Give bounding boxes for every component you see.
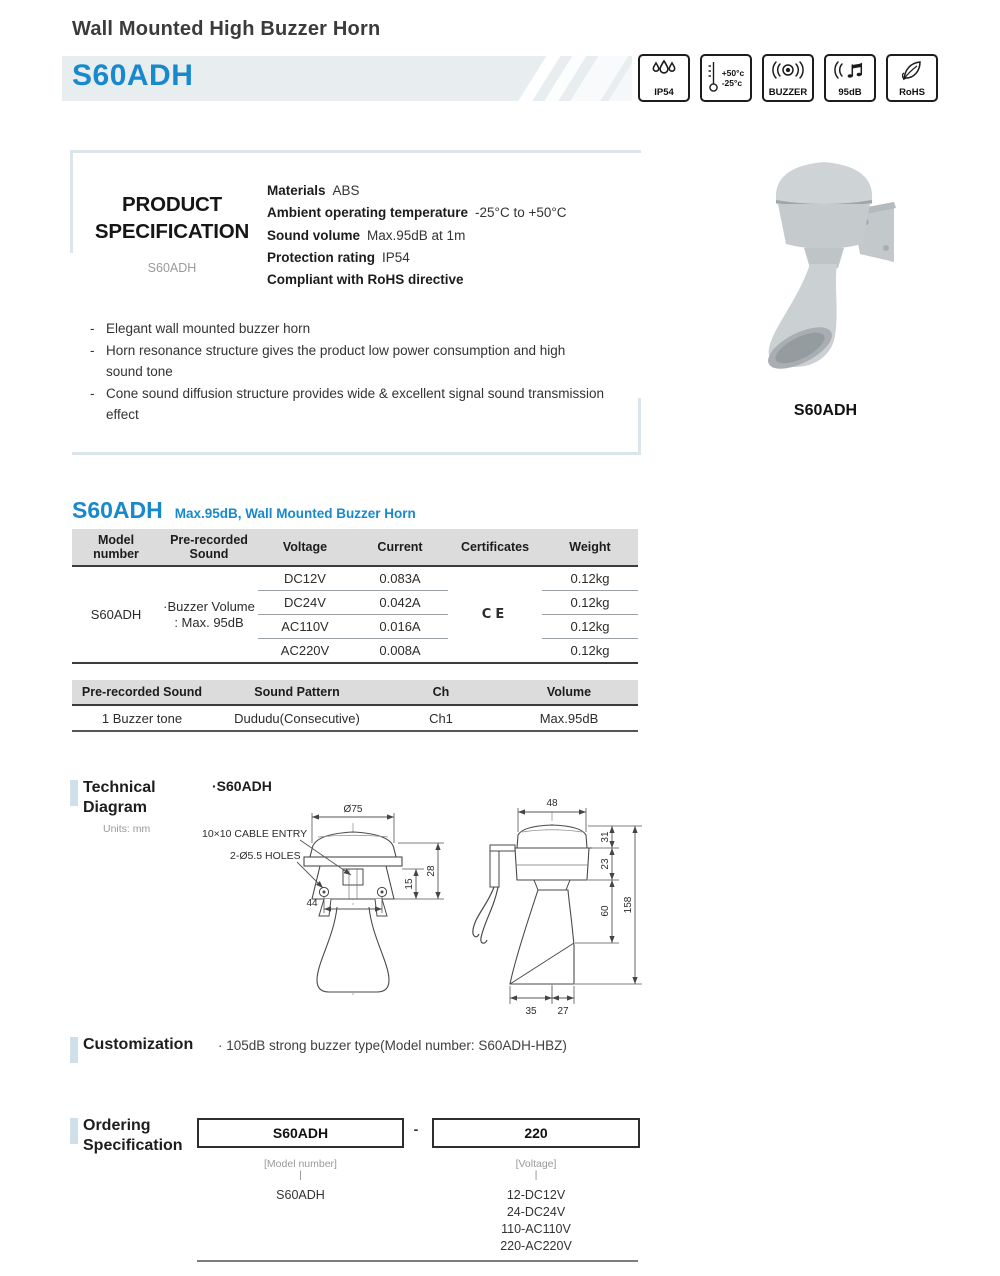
series-model: S60ADH xyxy=(72,497,163,523)
technical-diagram-side-view xyxy=(462,788,657,1016)
sound-note-cell: ·Buzzer Volume : Max. 95dB xyxy=(160,566,258,663)
table-row: DC24V 0.042A 0.12kg xyxy=(72,591,638,615)
table-row: AC110V 0.016A 0.12kg xyxy=(72,615,638,639)
ordering-heading: Ordering Specification xyxy=(83,1116,213,1156)
series-title xyxy=(72,497,416,524)
buzzer-speaker-icon xyxy=(769,59,807,86)
series-subtitle: Max.95dB, Wall Mounted Buzzer Horn xyxy=(174,506,416,521)
product-photo xyxy=(738,150,913,395)
badge-rohs-label: RoHS xyxy=(899,86,925,98)
technical-diagram-front-view xyxy=(200,795,445,1000)
model-name: S60ADH xyxy=(72,59,194,92)
svg-text:60: 60 xyxy=(600,905,611,917)
svg-text:31: 31 xyxy=(600,831,611,843)
badge-temp-min: -25°c xyxy=(721,78,743,88)
voltage-option: 12-DC12V xyxy=(506,1188,566,1202)
product-spec-title: PRODUCT SPECIFICATION xyxy=(94,193,250,243)
section-accent-bar xyxy=(70,1037,78,1063)
customization-text: · 105dB strong buzzer type(Model number: S60ADH-HBZ) xyxy=(218,1038,567,1053)
svg-text:15: 15 xyxy=(404,878,415,890)
section-accent-bar xyxy=(70,780,78,806)
svg-text:35: 35 xyxy=(525,1006,537,1016)
spec-table-header-row: Model number Pre-recorded Sound Voltage Current Certificates Weight xyxy=(72,529,638,566)
ordering-model-box: S60ADH xyxy=(197,1118,404,1148)
badge-95db xyxy=(824,54,876,102)
doc-title: Wall Mounted High Buzzer Horn xyxy=(72,18,381,40)
badge-temp-max: +50°c xyxy=(721,68,745,78)
ce-mark: CE xyxy=(448,566,542,663)
voltage-option: 110-AC110V xyxy=(501,1222,571,1236)
certification-badges xyxy=(638,54,938,102)
badge-ip54 xyxy=(638,54,690,102)
badge-95db-label: 95dB xyxy=(838,86,862,98)
svg-text:28: 28 xyxy=(426,865,437,877)
feature-item: - Horn resonance structure gives the product low power consumption and high sound tone xyxy=(90,342,566,379)
customization-heading: Customization xyxy=(83,1035,223,1055)
voltage-option: 24-DC24V xyxy=(506,1205,566,1219)
model-cell: S60ADH xyxy=(72,566,160,663)
svg-text:48: 48 xyxy=(546,798,558,809)
table-row: 1 Buzzer tone Dududu(Consecutive) Ch1 Max.95dB xyxy=(72,705,638,731)
spec-list xyxy=(267,180,567,291)
model-band xyxy=(62,56,632,101)
svg-text:2-Ø5.5 HOLES: 2-Ø5.5 HOLES xyxy=(230,850,301,862)
ordering-separator: - xyxy=(413,1121,419,1137)
thermometer-icon xyxy=(708,59,719,98)
voltage-option: 220-AC220V xyxy=(500,1239,572,1253)
spec-row: Ambient operating temperature -25°C to +50°C xyxy=(267,205,567,221)
spec-row: Materials ABS xyxy=(267,183,360,198)
spec-row: Sound volume Max.95dB at 1m xyxy=(267,227,466,243)
feature-item: - Cone sound diffusion structure provides wide & excellent signal sound transmission effect xyxy=(90,385,605,422)
badge-temperature xyxy=(700,54,752,102)
feature-list xyxy=(90,318,605,426)
ip54-drops-icon xyxy=(649,59,679,86)
ordering-bottom-rule xyxy=(197,1260,638,1262)
svg-text:Ø75: Ø75 xyxy=(343,804,363,815)
ordering-voltage-box: 220 xyxy=(432,1118,640,1148)
sound-notes-icon xyxy=(833,59,867,86)
badge-rohs xyxy=(886,54,938,102)
section-accent-bar xyxy=(70,1118,78,1144)
badge-ip54-label: IP54 xyxy=(654,86,674,98)
diagram-model-label: ·S60ADH xyxy=(212,778,272,794)
product-photo-caption: S60ADH xyxy=(793,402,858,419)
svg-text:27: 27 xyxy=(557,1006,569,1016)
svg-text:44: 44 xyxy=(306,898,318,909)
units-label: Units: mm xyxy=(103,823,151,835)
sound-table-header-row: Pre-recorded Sound Sound Pattern Ch Volume xyxy=(72,680,638,705)
rohs-leaf-icon xyxy=(900,59,924,86)
spec-row: Compliant with RoHS directive xyxy=(267,272,464,288)
sound-table xyxy=(72,680,638,732)
badge-buzzer-label: BUZZER xyxy=(768,86,808,98)
svg-text:23: 23 xyxy=(600,858,611,870)
spec-row: Protection rating IP54 xyxy=(267,249,410,265)
spec-table xyxy=(72,529,638,664)
table-row: AC220V 0.008A 0.12kg xyxy=(72,639,638,664)
table-row: S60ADH ·Buzzer Volume : Max. 95dB DC12V 0.083A CE 0.12kg xyxy=(72,566,638,591)
ordering-voltage-legend: [Voltage] | 12-DC12V 24-DC24V 110-AC110V 220-AC220V xyxy=(432,1158,640,1255)
product-spec-heading xyxy=(86,192,258,275)
feature-item: - Elegant wall mounted buzzer horn xyxy=(90,321,311,336)
badge-buzzer xyxy=(762,54,814,102)
technical-diagram-heading: Technical Diagram Units: mm xyxy=(83,778,183,835)
product-spec-model: S60ADH xyxy=(147,261,197,276)
ordering-model-legend: [Model number] | S60ADH xyxy=(264,1158,337,1202)
svg-text:10×10 CABLE ENTRY: 10×10 CABLE ENTRY xyxy=(202,828,308,840)
svg-text:158: 158 xyxy=(623,896,634,914)
product-photo-block xyxy=(738,150,913,420)
